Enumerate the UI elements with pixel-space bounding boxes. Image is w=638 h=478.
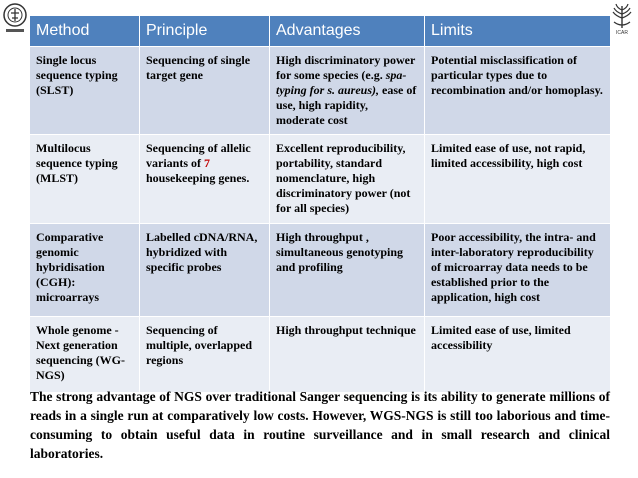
column-header-method: Method (30, 16, 140, 47)
cell-advantages: High throughput technique (270, 317, 425, 393)
cell-limits: Limited ease of use, not rapid, limited accessibility, high cost (425, 135, 611, 224)
advantages-text: High discriminatory power for some species (e.g. (276, 53, 416, 82)
cell-limits: Limited ease of use, limited accessibility (425, 317, 611, 393)
table-row (30, 224, 611, 317)
column-header-principle: Principle (140, 16, 270, 47)
cell-advantages: Excellent reproducibility, portability, standard nomenclature, high discriminatory power (not for all species) (270, 135, 425, 224)
table-row (30, 135, 611, 224)
cell-principle (140, 135, 270, 224)
table-row (30, 47, 611, 135)
logo-caption: ICAR (616, 30, 628, 36)
cell-principle: Sequencing of multiple, overlapped regions (140, 317, 270, 393)
cell-limits: Potential misclassification of particular types due to recombination and/or homoplasy. (425, 47, 611, 135)
advantages-text-end: ease of use, high rapidity, moderate cost (276, 83, 417, 127)
cell-advantages: High throughput , simultaneous genotyping and profiling (270, 224, 425, 317)
cell-method: Whole genome - Next generation sequencing (WG-NGS) (30, 317, 140, 393)
column-header-advantages: Advantages (270, 16, 425, 47)
cell-limits: Poor accessibility, the intra- and inter-laboratory reproducibility of microarray data needs to be established prior to the application, high cost (425, 224, 611, 317)
cell-method: Single locus sequence typing (SLST) (30, 47, 140, 135)
advantages-italic-text: spa-typing for s. aureus), (276, 68, 407, 97)
cell-principle: Labelled cDNA/RNA, hybridized with specific probes (140, 224, 270, 317)
summary-paragraph: The strong advantage of NGS over traditional Sanger sequencing is its ability to generate millions of reads in a single run at comparatively low costs. However, WGS-NGS is still too laborious and time-consuming to obtain useful data in routine surveillance and in small research and clinical laboratories. (30, 389, 610, 461)
wheat-emblem-icon (608, 2, 636, 36)
cell-advantages (270, 47, 425, 135)
gene-count: 7 (204, 156, 210, 170)
column-header-limits: Limits (425, 16, 611, 47)
cell-method: Multilocus sequence typing (MLST) (30, 135, 140, 224)
table-header-row (30, 16, 611, 47)
comparison-table (29, 15, 611, 393)
institute-seal-icon (2, 2, 28, 36)
table-row (30, 317, 611, 393)
cell-method: Comparative genomic hybridisation (CGH): microarrays (30, 224, 140, 317)
cell-principle: Sequencing of single target gene (140, 47, 270, 135)
principle-text-end: housekeeping genes. (146, 171, 250, 185)
principle-text: Sequencing of allelic variants of (146, 141, 251, 170)
